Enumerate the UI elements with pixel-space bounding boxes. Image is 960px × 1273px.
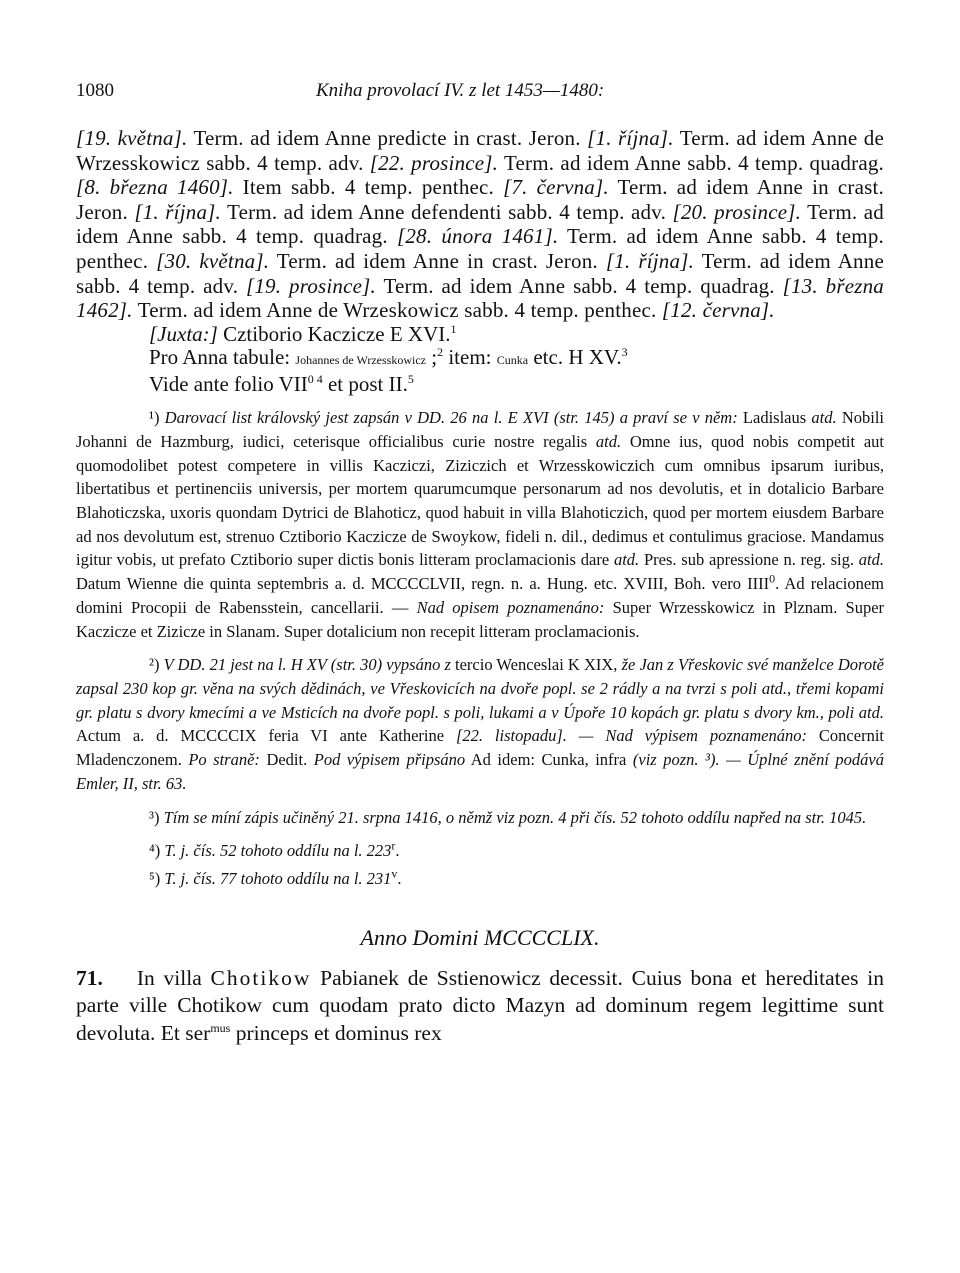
text-run: Term. ad idem Anne predicte in crast. Jeron. bbox=[187, 126, 588, 150]
small-caps-name: Cunka bbox=[496, 353, 529, 368]
italic-run: atd. bbox=[595, 431, 622, 451]
text-run: Pabianek de Sstienowicz decessit. Cuius bona et hereditates in parte ville Chotikow cum quodam prato dicto Mazyn ad dominum regem legittime sunt devoluta. Et ser bbox=[76, 965, 885, 1045]
text-run: Dedit. bbox=[259, 750, 314, 770]
text-run: Term. ad idem Anne sabb. 4 temp. quadrag. bbox=[76, 199, 884, 249]
juxta-text: Cztiborio Kaczicze E XVI. bbox=[217, 321, 451, 346]
text-run: tercio Wenceslai K XIX, bbox=[455, 655, 622, 675]
text-run: et post II. bbox=[322, 371, 408, 396]
vide-line bbox=[76, 373, 884, 397]
footnotes bbox=[76, 406, 884, 890]
tabule-line bbox=[76, 346, 884, 373]
text-run: Term. ad idem Anne defendenti sabb. 4 temp. adv. bbox=[220, 199, 673, 224]
text-run: Term. ad idem Anne sabb. 4 temp. quadrag. bbox=[498, 150, 884, 175]
text-run: In villa bbox=[136, 965, 211, 990]
text-run: Pres. sub apressione n. reg. sig. bbox=[639, 550, 859, 570]
date-note: [13. března 1462]. bbox=[76, 273, 884, 323]
footnote-mark: ⁴) bbox=[149, 841, 161, 861]
italic-run: (viz pozn. ³). — Úplné znění podává Emler, II, str. 63. bbox=[76, 750, 884, 793]
main-text bbox=[76, 126, 884, 323]
italic-run: T. j. čís. 77 tohoto oddílu na l. 231 bbox=[160, 868, 392, 888]
superscript: 0 bbox=[307, 371, 314, 386]
text-run: Term. ad idem Anne in crast. Jeron. bbox=[76, 175, 884, 224]
italic-run: Pod výpisem připsáno bbox=[313, 750, 466, 770]
text-run: etc. H XV. bbox=[528, 345, 622, 370]
text-run: item: bbox=[443, 345, 497, 370]
text-run: Ad idem: Cunka, infra bbox=[465, 750, 633, 770]
text-run: princeps et dominus rex bbox=[230, 1020, 442, 1045]
italic-run: atd. bbox=[858, 550, 884, 570]
text-run: Ladislaus bbox=[737, 408, 812, 428]
text-run: Term. ad idem Anne in crast. Jeron. bbox=[269, 248, 606, 273]
entry-number: 71. bbox=[76, 965, 103, 990]
footnote-1 bbox=[76, 406, 884, 643]
date-note: [7. června]. bbox=[503, 175, 609, 200]
italic-run: že Jan z Vřeskovic své manželce Dorotě zapsal 230 kop gr. věna na svých dědinách, ve Vřeskovicích na dvoře popl. se 2 rádly a na tvrzi s poli atd., třemi kopami gr. platu s dvory kmecími a ve Msticích na dvoře popl. s poli, lukami a v Úpoře 10 kopách gr. platu s dvory km., poli atd. bbox=[76, 655, 884, 722]
juxta-label: [Juxta:] bbox=[149, 321, 218, 346]
small-caps-name: Johannes de Wrzesskowicz bbox=[295, 353, 426, 368]
italic-run: atd. bbox=[613, 550, 640, 570]
date-note: [30. května]. bbox=[156, 248, 270, 273]
footnote-mark: ²) bbox=[149, 655, 160, 675]
footnote-ref: 2 bbox=[437, 345, 444, 360]
spaced-name: Chotikow bbox=[210, 965, 312, 990]
superscript: mus bbox=[210, 1020, 231, 1035]
entry-71 bbox=[76, 965, 884, 1048]
footnote-mark: ⁵) bbox=[149, 868, 161, 888]
date-note: [20. prosince]. bbox=[672, 199, 802, 224]
superscript: 0 bbox=[769, 571, 776, 586]
text-run: Term. ad idem Anne sabb. 4 temp. penthec. bbox=[76, 224, 884, 273]
footnote-4 bbox=[76, 839, 884, 863]
footnote-ref: 1 bbox=[450, 321, 457, 336]
italic-run: V DD. 21 jest na l. H XV (str. 30) vypsáno z bbox=[159, 655, 456, 675]
date-note: [12. června]. bbox=[661, 298, 775, 323]
page bbox=[76, 80, 884, 1047]
text-run: Term. ad idem Anne sabb. 4 temp. quadrag. bbox=[376, 273, 783, 298]
text-run: Vide ante folio VII bbox=[149, 371, 308, 396]
superscript: r bbox=[391, 838, 396, 853]
text-run: Item sabb. 4 temp. penthec. bbox=[233, 175, 504, 200]
date-note: [19. prosince]. bbox=[245, 273, 376, 298]
italic-run: atd. bbox=[811, 408, 837, 428]
year-heading: Anno Domini MCCCCLIX. bbox=[360, 924, 600, 950]
date-note: [1. října]. bbox=[134, 199, 221, 224]
text-run: Concernit Mladenczonem. bbox=[76, 726, 884, 770]
text-run: Term. ad idem Anne sabb. 4 temp. adv. bbox=[76, 248, 884, 298]
footnote-5 bbox=[76, 867, 884, 891]
text-run: Super Wrzesskowicz in Plznam. Super Kaczicze et Zizicze in Slanam. Super dotalicium non recepit litteram proclamacionis. bbox=[76, 597, 885, 641]
text-run: . bbox=[395, 841, 400, 861]
text-run: . bbox=[397, 868, 402, 888]
date-note: [8. března 1460]. bbox=[76, 175, 234, 200]
italic-run: Darovací list královský jest zapsán v DD. 26 na l. E XVI (str. 145) a praví se v něm: bbox=[159, 408, 738, 428]
text-run: Nobili Johanni de Hazmburg, iudici, ceterisque officialibus curie nostre regalis bbox=[76, 408, 884, 451]
superscript: v bbox=[391, 866, 398, 881]
date-note: [22. prosince]. bbox=[369, 150, 499, 175]
page-header bbox=[76, 80, 884, 108]
footnote-2 bbox=[76, 653, 884, 795]
text-run: ; bbox=[426, 345, 438, 370]
footnote-ref: 4 bbox=[313, 371, 323, 386]
date-note: [19. května]. bbox=[76, 126, 188, 150]
text-run: Pro Anna tabule: bbox=[149, 345, 296, 370]
date-note: [1. října]. bbox=[587, 126, 674, 150]
italic-run: Tím se míní zápis učiněný 21. srpna 1416, o němž viz pozn. 4 při čís. 52 tohoto oddílu napřed na str. 1045. bbox=[159, 807, 867, 827]
text-run: Omne ius, quod nobis competit aut quomodolibet potest competere in villis Kacziczi, Ziziczich et Wrzesskowiczich cum omnibus ipsarum iuribus, libertatibus et pertinenciis universis, per mortem quarumcumque personarum ad nos devolutis, et in dotalicio Barbare Blahoticzska, uxoris quondam Dytrici de Blahoticz, quod habuit in villa Blahoticzich, quod per mortem eiusdem Barbare ad nos devolutum est, strenuo Cztiborio Kaczicze de Swoykow, fideli n. dil., dedimus et contulimus graciose. Mandamus igitur vobis, ut prefato Cztiborio super dictis bonis litteram proclamacionis dare bbox=[76, 431, 884, 570]
running-title: Kniha provolací IV. z let 1453—1480: bbox=[316, 80, 605, 101]
text-run: Actum a. d. MCCCCIX feria VI ante Katherine bbox=[76, 726, 456, 746]
text-run: Term. ad idem Anne de Wrzesskowicz sabb. 4 temp. adv. bbox=[76, 126, 884, 175]
italic-run: Po straně: bbox=[188, 750, 260, 770]
italic-run: [22. listopadu]. — Nad výpisem poznamenáno: bbox=[455, 726, 808, 746]
footnote-mark: ³) bbox=[149, 807, 160, 827]
footnote-mark: ¹) bbox=[149, 408, 160, 428]
text-run: Datum Wienne die quinta septembris a. d. MCCCCLVII, regn. n. a. Hung. etc. XVIII, Boh. vero IIII bbox=[76, 574, 770, 594]
footnote-ref: 5 bbox=[407, 371, 414, 386]
italic-run: Nad opisem poznamenáno: bbox=[416, 597, 605, 617]
juxta-line bbox=[76, 323, 884, 347]
footnote-3 bbox=[76, 806, 884, 830]
text-run: . Ad relacionem domini Procopii de Rabensstein, cancellarii. — bbox=[76, 574, 885, 617]
page-number: 1080 bbox=[76, 80, 114, 101]
italic-run: T. j. čís. 52 tohoto oddílu na l. 223 bbox=[160, 841, 392, 861]
text-run: Term. ad idem Anne de Wrzeskowicz sabb. 4 temp. penthec. bbox=[132, 298, 662, 323]
footnote-ref: 3 bbox=[621, 345, 628, 360]
date-note: [28. února 1461]. bbox=[396, 224, 559, 249]
date-note: [1. října]. bbox=[605, 248, 695, 273]
